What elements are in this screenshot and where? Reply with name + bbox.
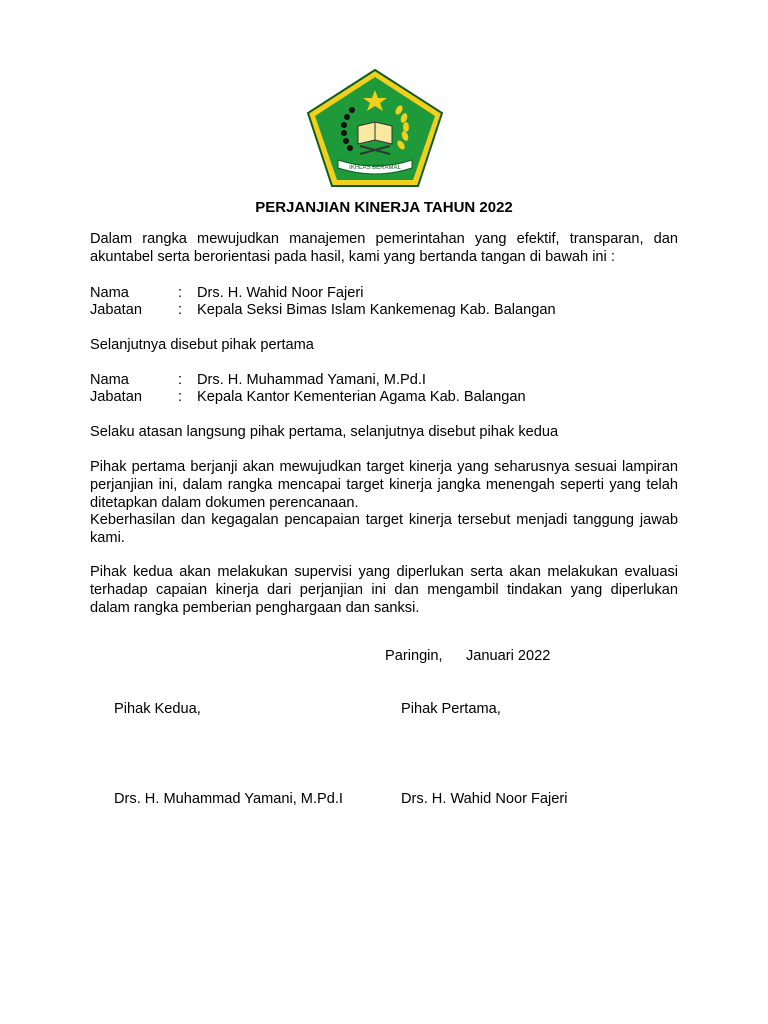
intro-paragraph: Dalam rangka mewujudkan manajemen pemerintahan yang efektif, transparan, dan akuntabel serta berorientasi pada hasil, kami yang bertanda tangan di bawah ini : xyxy=(90,231,678,265)
second-party-position: Kepala Kantor Kementerian Agama Kab. Balangan xyxy=(197,389,526,405)
logo-banner-text: IKHLAS BERAMAL xyxy=(349,165,401,171)
signing-place: Paringin, xyxy=(385,648,443,664)
position-label: Jabatan xyxy=(90,389,142,405)
commitment-paragraph: Pihak pertama berjanji akan mewujudkan target kinerja yang seharusnya sesuai lampiran perjanjian ini, dalam rangka mencapai target kinerja jangka menengah seperti yang telah ditetapkan dalam dokumen perencanaan. xyxy=(90,459,678,511)
document-title: PERJANJIAN KINERJA TAHUN 2022 xyxy=(255,199,513,216)
responsibility-paragraph: Keberhasilan dan kegagalan pencapaian target kinerja tersebut menjadi tanggung jawab kami. xyxy=(90,512,678,546)
colon: : xyxy=(178,389,183,405)
position-label: Jabatan xyxy=(90,302,142,318)
first-party-position: Kepala Seksi Bimas Islam Kankemenag Kab. Balangan xyxy=(197,302,556,318)
name-label: Nama xyxy=(90,372,129,388)
colon: : xyxy=(178,302,183,318)
second-party-signature-name: Drs. H. Muhammad Yamani, M.Pd.I xyxy=(114,791,343,807)
name-label: Nama xyxy=(90,285,129,301)
first-party-signature-name: Drs. H. Wahid Noor Fajeri xyxy=(401,791,568,807)
first-party-name: Drs. H. Wahid Noor Fajeri xyxy=(197,285,364,301)
second-party-note: Selaku atasan langsung pihak pertama, selanjutnya disebut pihak kedua xyxy=(90,424,559,440)
signing-date: Januari 2022 xyxy=(466,648,551,664)
first-party-note: Selanjutnya disebut pihak pertama xyxy=(90,337,314,353)
second-party-name: Drs. H. Muhammad Yamani, M.Pd.I xyxy=(197,372,426,388)
second-party-signature-label: Pihak Kedua, xyxy=(114,701,201,717)
colon: : xyxy=(178,372,183,388)
kemenag-emblem-icon xyxy=(304,68,446,188)
colon: : xyxy=(178,285,183,301)
first-party-signature-label: Pihak Pertama, xyxy=(401,701,501,717)
supervision-paragraph: Pihak kedua akan melakukan supervisi yang diperlukan serta akan melakukan evaluasi terhadap capaian kinerja dari perjanjian ini dan mengambil tindakan yang diperlukan dalam rangka pemberian penghargaan dan sanksi. xyxy=(90,564,678,616)
